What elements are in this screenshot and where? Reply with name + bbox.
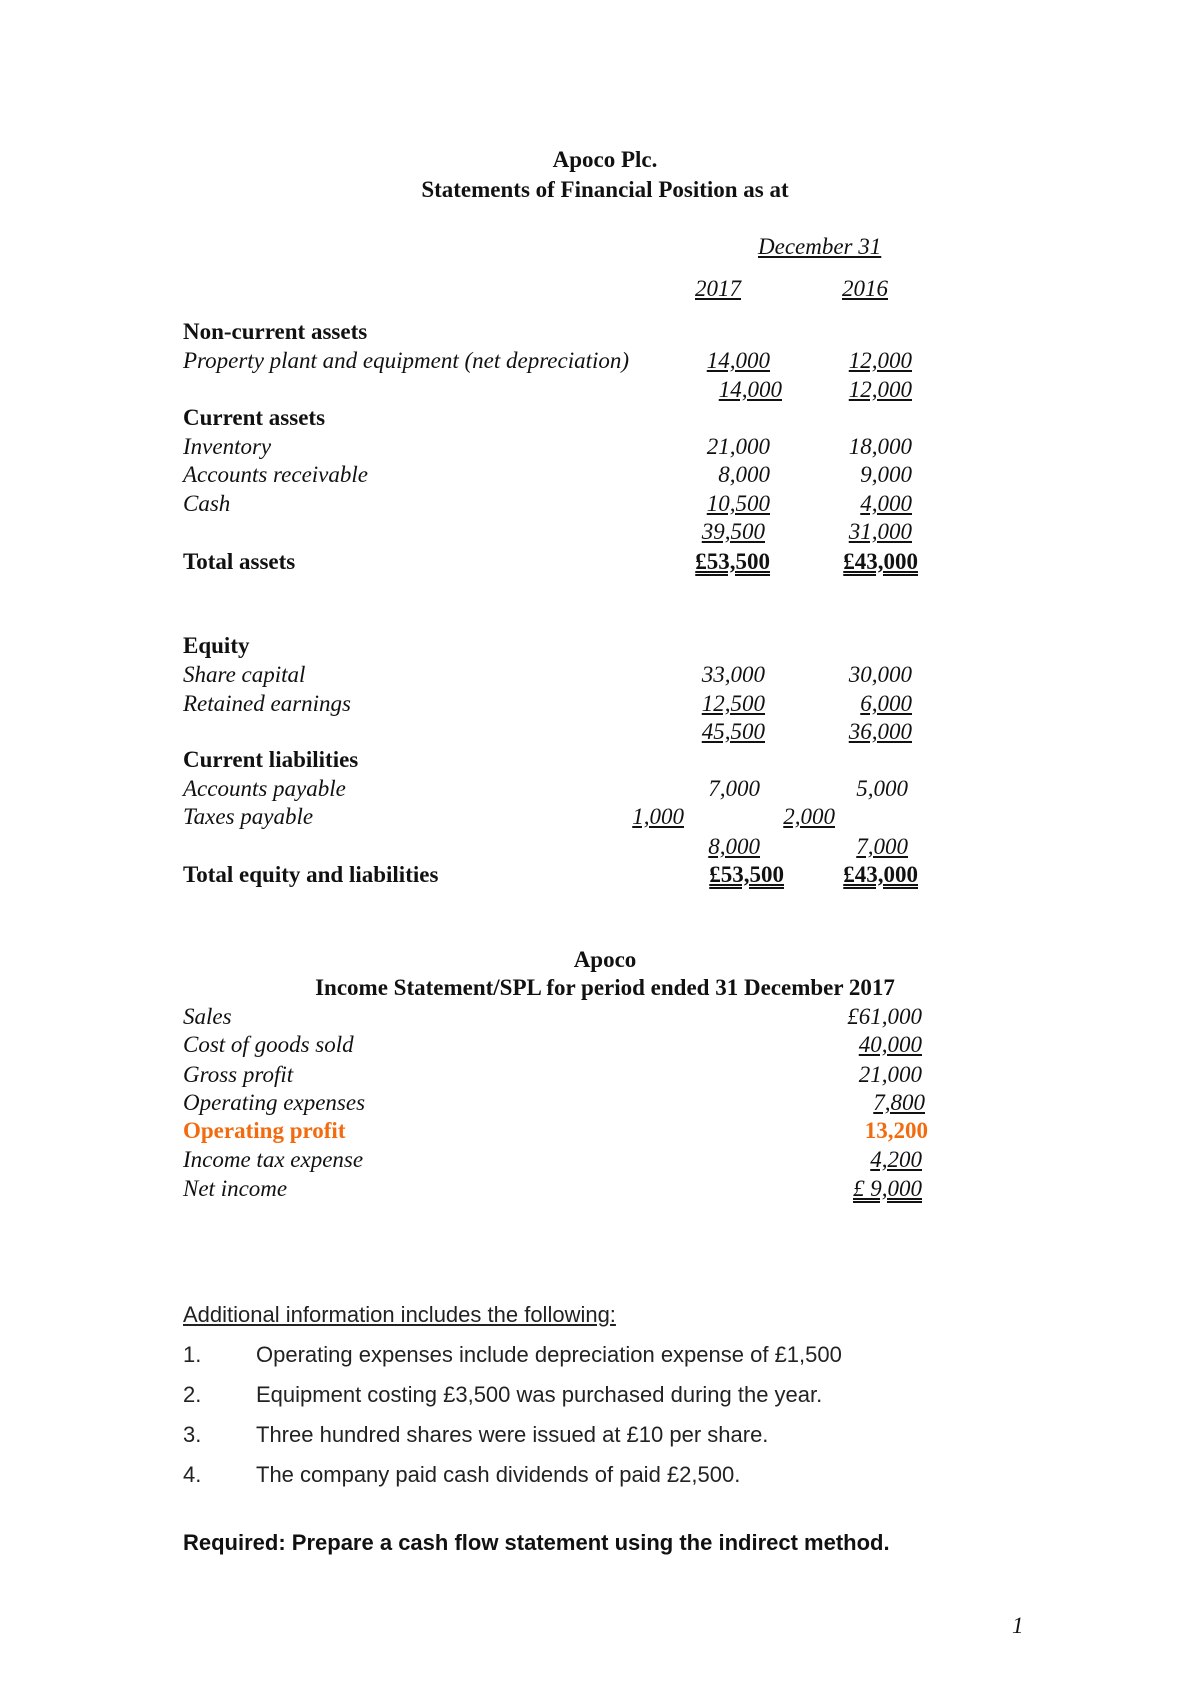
- company-name: Apoco Plc.: [552, 147, 658, 172]
- total-assets-2017: £53,500: [695, 549, 770, 574]
- receivable-2016: 9,000: [860, 462, 912, 487]
- retained-2017: 12,500: [701, 691, 765, 716]
- total-assets-label: Total assets: [183, 549, 296, 574]
- sales-value: £61,000: [847, 1004, 922, 1029]
- total-assets-2016: £43,000: [843, 549, 918, 574]
- total-el-2016: £43,000: [843, 862, 918, 887]
- inventory-2016: 18,000: [848, 434, 912, 459]
- inventory-2017: 21,000: [706, 434, 770, 459]
- item-number: 4.: [183, 1462, 202, 1487]
- date-header: December 31: [758, 234, 882, 259]
- ppe-2017: 14,000: [706, 348, 770, 373]
- non-current-heading: Non-current assets: [183, 319, 368, 344]
- retained-2016: 6,000: [860, 691, 912, 716]
- receivable-2017: 8,000: [718, 462, 770, 487]
- cash-2016: 4,000: [860, 491, 912, 516]
- liabilities-total-2017: 8,000: [708, 834, 760, 859]
- share-capital-2016: 30,000: [848, 662, 912, 687]
- page-number: 1: [1012, 1613, 1024, 1638]
- item-number: 3.: [183, 1422, 202, 1447]
- net-income-value: £ 9,000: [853, 1176, 922, 1201]
- taxes-2016: 2,000: [783, 804, 835, 829]
- ppe-label: Property plant and equipment (net depreciation): [183, 348, 630, 373]
- current-assets-heading: Current assets: [183, 405, 326, 430]
- liabilities-total-2016: 7,000: [856, 834, 908, 859]
- payable-2017: 7,000: [708, 776, 760, 801]
- gross-profit-value: 21,000: [858, 1062, 922, 1087]
- payable-label: Accounts payable: [183, 776, 346, 801]
- gross-profit-label: Gross profit: [183, 1062, 294, 1087]
- cogs-value: 40,000: [858, 1032, 922, 1057]
- liabilities-heading: Current liabilities: [183, 747, 359, 772]
- cogs-label: Cost of goods sold: [183, 1032, 354, 1057]
- taxes-2017: 1,000: [632, 804, 684, 829]
- opex-label: Operating expenses: [183, 1090, 366, 1115]
- year-2016: 2016: [842, 276, 888, 301]
- additional-heading: Additional information includes the following:: [183, 1302, 616, 1327]
- taxes-label: Taxes payable: [183, 804, 314, 829]
- non-current-total-2016: 12,000: [848, 377, 912, 402]
- equity-total-2017: 45,500: [701, 719, 765, 744]
- equity-heading: Equity: [183, 633, 250, 658]
- total-el-2017: £53,500: [709, 862, 784, 887]
- current-total-2016: 31,000: [848, 519, 912, 544]
- operating-profit-value: 13,200: [864, 1118, 928, 1143]
- sales-label: Sales: [183, 1004, 232, 1029]
- retained-label: Retained earnings: [183, 691, 351, 716]
- year-2017: 2017: [695, 276, 741, 301]
- receivable-label: Accounts receivable: [183, 462, 368, 487]
- share-capital-2017: 33,000: [701, 662, 765, 687]
- current-total-2017: 39,500: [701, 519, 765, 544]
- share-capital-label: Share capital: [183, 662, 306, 687]
- item-text: The company paid cash dividends of paid £2,500.: [256, 1462, 741, 1487]
- operating-profit-label: Operating profit: [183, 1118, 346, 1143]
- required-instruction: Required: Prepare a cash flow statement using the indirect method.: [183, 1530, 890, 1555]
- income-company: Apoco: [573, 947, 637, 972]
- statement-title: Statements of Financial Position as at: [421, 177, 789, 202]
- cash-label: Cash: [183, 491, 231, 516]
- opex-value: 7,800: [873, 1090, 925, 1115]
- ppe-2016: 12,000: [848, 348, 912, 373]
- item-number: 2.: [183, 1382, 202, 1407]
- tax-expense-label: Income tax expense: [183, 1147, 364, 1172]
- tax-expense-value: 4,200: [870, 1147, 922, 1172]
- net-income-label: Net income: [183, 1176, 288, 1201]
- item-text: Equipment costing £3,500 was purchased during the year.: [256, 1382, 823, 1407]
- item-text: Three hundred shares were issued at £10 per share.: [256, 1422, 769, 1447]
- inventory-label: Inventory: [183, 434, 272, 459]
- item-text: Operating expenses include depreciation expense of £1,500: [256, 1342, 842, 1367]
- payable-2016: 5,000: [856, 776, 908, 801]
- cash-2017: 10,500: [706, 491, 770, 516]
- income-title: Income Statement/SPL for period ended 31 December 2017: [315, 975, 895, 1000]
- non-current-total-2017: 14,000: [718, 377, 782, 402]
- total-el-label: Total equity and liabilities: [183, 862, 439, 887]
- equity-total-2016: 36,000: [848, 719, 912, 744]
- item-number: 1.: [183, 1342, 202, 1367]
